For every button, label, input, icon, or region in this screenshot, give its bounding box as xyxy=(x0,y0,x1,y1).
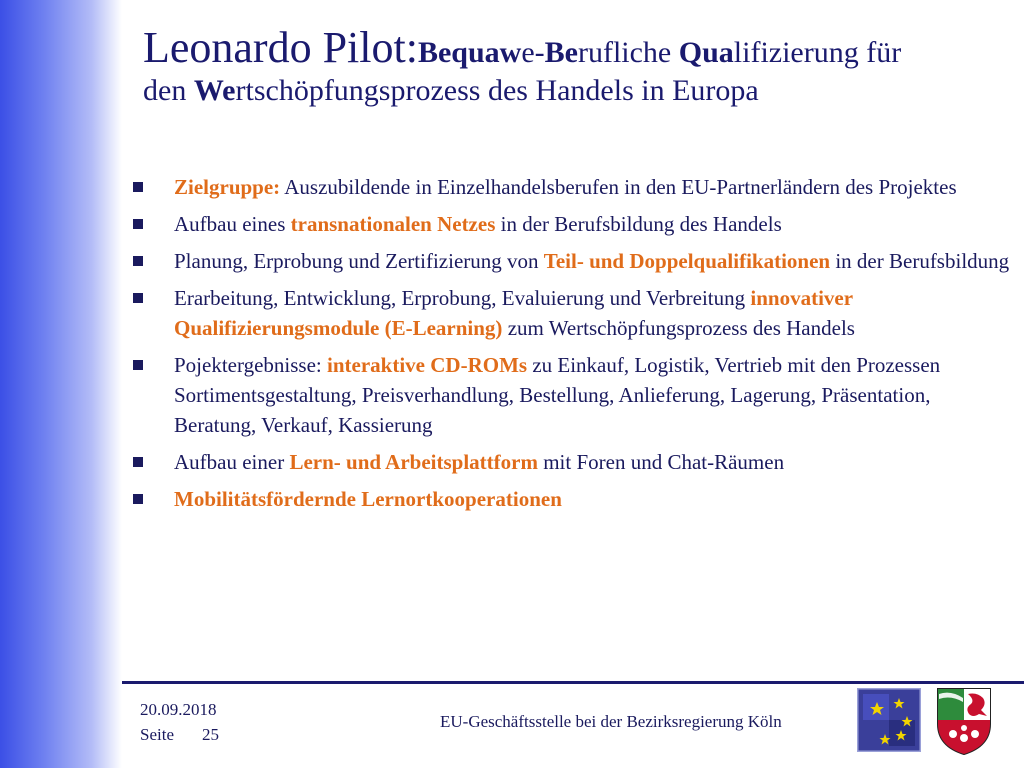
title-line-1 xyxy=(143,24,1003,72)
bullet-text-segment: Aufbau eines xyxy=(174,212,291,236)
square-bullet-icon xyxy=(133,182,143,192)
bullet-text-segment: Mobilitätsfördernde Lernortkooperationen xyxy=(174,487,562,511)
slide-title xyxy=(143,24,1003,107)
bullet-list xyxy=(133,172,1013,521)
footer-date: 20.09.2018 xyxy=(140,700,217,719)
nrw-coat-of-arms-logo xyxy=(935,686,993,756)
footer-divider xyxy=(122,681,1024,684)
bullet-text-segment: transnationalen Netzes xyxy=(290,212,496,236)
title-subtitle xyxy=(418,36,901,69)
square-bullet-icon xyxy=(133,457,143,467)
bullet-text-segment: Teil- und Doppelqualifikationen xyxy=(543,249,831,273)
title-segment: Bequaw xyxy=(417,36,522,69)
footer-page-number: 25 xyxy=(202,725,219,744)
bullet-item xyxy=(133,209,1013,239)
bullet-text-segment: Zielgruppe: xyxy=(174,175,281,199)
bullet-text-segment: mit Foren und Chat-Räumen xyxy=(537,450,785,474)
title-segment: rufliche xyxy=(577,36,679,69)
bullet-text-segment: Lern- und Arbeitsplattform xyxy=(289,450,538,474)
bullet-text-segment: in der Berufsbildung des Handels xyxy=(495,212,782,236)
bullet-item xyxy=(133,283,1013,343)
bullet-text-segment: zum Wertschöpfungsprozess des Handels xyxy=(502,316,855,340)
title-segment: e- xyxy=(521,36,545,69)
title-line2-segment: den xyxy=(143,74,194,108)
eu-flag-logo xyxy=(857,688,921,752)
bullet-item xyxy=(133,246,1013,276)
square-bullet-icon xyxy=(133,293,143,303)
bullet-text-segment: Pojektergebnisse: xyxy=(174,353,328,377)
bullet-text-segment: zu Einkauf, Logistik, Vertrieb mit den Prozessen Sortimentsgestaltung, Preisverhandlung, Bestellung, Anlieferung, Lagerung, Präsentation, Beratung, Verkauf, Kassierung xyxy=(174,353,941,437)
title-line2-segment: rtschöpfungsprozess des Handels in Europa xyxy=(235,74,759,108)
square-bullet-icon xyxy=(133,360,143,370)
title-line-2 xyxy=(143,74,1003,107)
title-segment: Be xyxy=(544,36,578,69)
footer-page-label: Seite xyxy=(140,725,174,744)
bullet-item xyxy=(133,172,1013,202)
side-gradient-bar xyxy=(0,0,122,768)
footer-page xyxy=(140,725,219,745)
bullet-item xyxy=(133,484,1013,514)
title-line2-segment: We xyxy=(193,74,236,108)
bullet-text-segment: Erarbeitung, Entwicklung, Erprobung, Evaluierung und Verbreitung xyxy=(174,286,751,310)
bullet-text-segment: in der Berufsbildung xyxy=(830,249,1010,273)
title-segment: Qua xyxy=(678,36,734,69)
bullet-item xyxy=(133,350,1013,440)
bullet-text-segment: innovativer Qualifizierungsmodule (E-Learning) xyxy=(174,286,853,340)
bullet-text-segment: interaktive CD-ROMs xyxy=(327,353,528,377)
square-bullet-icon xyxy=(133,494,143,504)
title-leonardo: Leonardo Pilot: xyxy=(143,23,418,72)
bullet-text-segment: Aufbau einer xyxy=(174,450,290,474)
bullet-text-segment: Auszubildende in Einzelhandelsberufen in den EU-Partnerländern des Projektes xyxy=(280,175,957,199)
title-segment: lifizierung für xyxy=(733,36,902,69)
bullet-item xyxy=(133,447,1013,477)
bullet-text-segment: Planung, Erprobung und Zertifizierung von xyxy=(174,249,544,273)
square-bullet-icon xyxy=(133,256,143,266)
footer-organization: EU-Geschäftsstelle bei der Bezirksregierung Köln xyxy=(440,712,782,731)
square-bullet-icon xyxy=(133,219,143,229)
